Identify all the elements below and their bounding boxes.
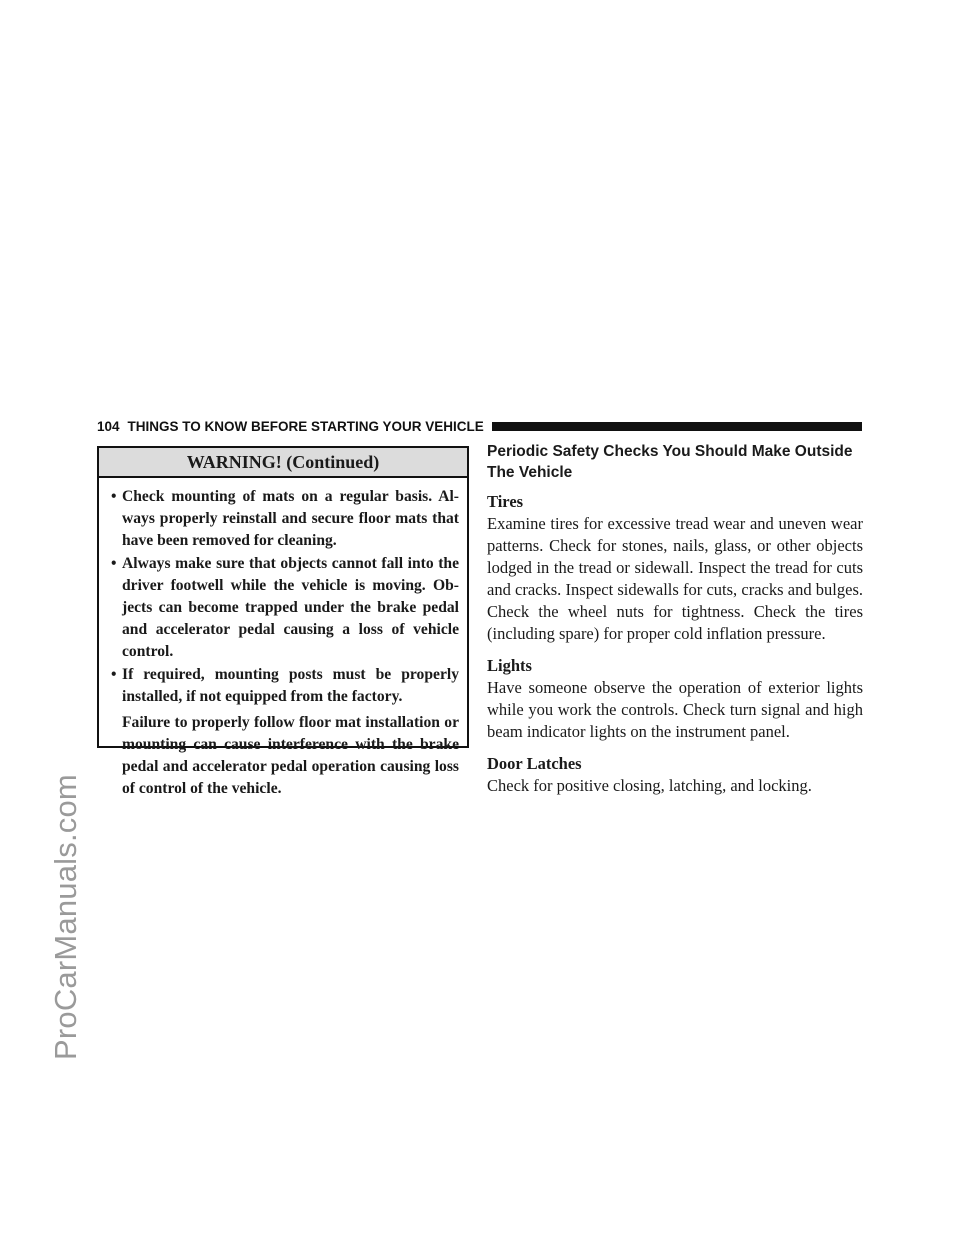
- bullet-icon: •: [111, 488, 117, 505]
- side-watermark: ProCarManuals.com: [48, 774, 83, 1060]
- tires-heading: Tires: [487, 492, 524, 511]
- warning-bullet-text: Check mounting of mats on a regular basis. Al- ways properly reinstall and secure floor mats that have been removed for cleaning.: [122, 488, 459, 549]
- bullet-icon: •: [111, 555, 117, 572]
- section-heading: Periodic Safety Checks You Should Make Outside The Vehicle: [487, 443, 853, 481]
- warning-bullet-item: [111, 553, 459, 663]
- periodic-checks-section: [487, 441, 863, 797]
- lights-text: Have someone observe the operation of exterior lights while you work the controls. Check turn signal and high beam indicator lights on the instrument panel.: [487, 678, 863, 741]
- warning-note: Failure to properly follow floor mat installation or mounting can cause interference with the brake pedal and accelerator pedal operation causing loss of control of the vehicle.: [122, 714, 459, 797]
- page-number: 104: [97, 418, 120, 434]
- header-rule: [492, 422, 862, 431]
- section-title: THINGS TO KNOW BEFORE STARTING YOUR VEHICLE: [127, 418, 484, 434]
- lights-heading: Lights: [487, 656, 532, 675]
- door-latches-heading: Door Latches: [487, 754, 582, 773]
- door-latches-text: Check for positive closing, latching, and locking.: [487, 776, 812, 795]
- warning-bullet-text: If required, mounting posts must be properly installed, if not equipped from the factory.: [122, 666, 459, 705]
- warning-list: [99, 478, 467, 708]
- warning-bullet-item: [111, 486, 459, 552]
- tires-text: Examine tires for excessive tread wear and uneven wear patterns. Check for stones, nails, glass, or other objects lodged in the tread or sidewall. Inspect the tread for cuts and cracks. Inspect sidewalls for cuts, cracks and bulges. Check the wheel nuts for tightness. Check the tires (including spare) for proper cold inflation pressure.: [487, 514, 863, 643]
- page-header: [97, 416, 862, 436]
- warning-bullet-text: Always make sure that objects cannot fall into the driver footwell while the vehicle is moving. Ob- jects can become trapped under the brake pedal and accelerator pedal causing a loss of vehicle control.: [122, 555, 459, 660]
- warning-title: WARNING! (Continued): [99, 448, 467, 478]
- warning-box: [97, 446, 469, 797]
- bullet-icon: •: [111, 666, 117, 683]
- warning-bullet-item: [111, 664, 459, 708]
